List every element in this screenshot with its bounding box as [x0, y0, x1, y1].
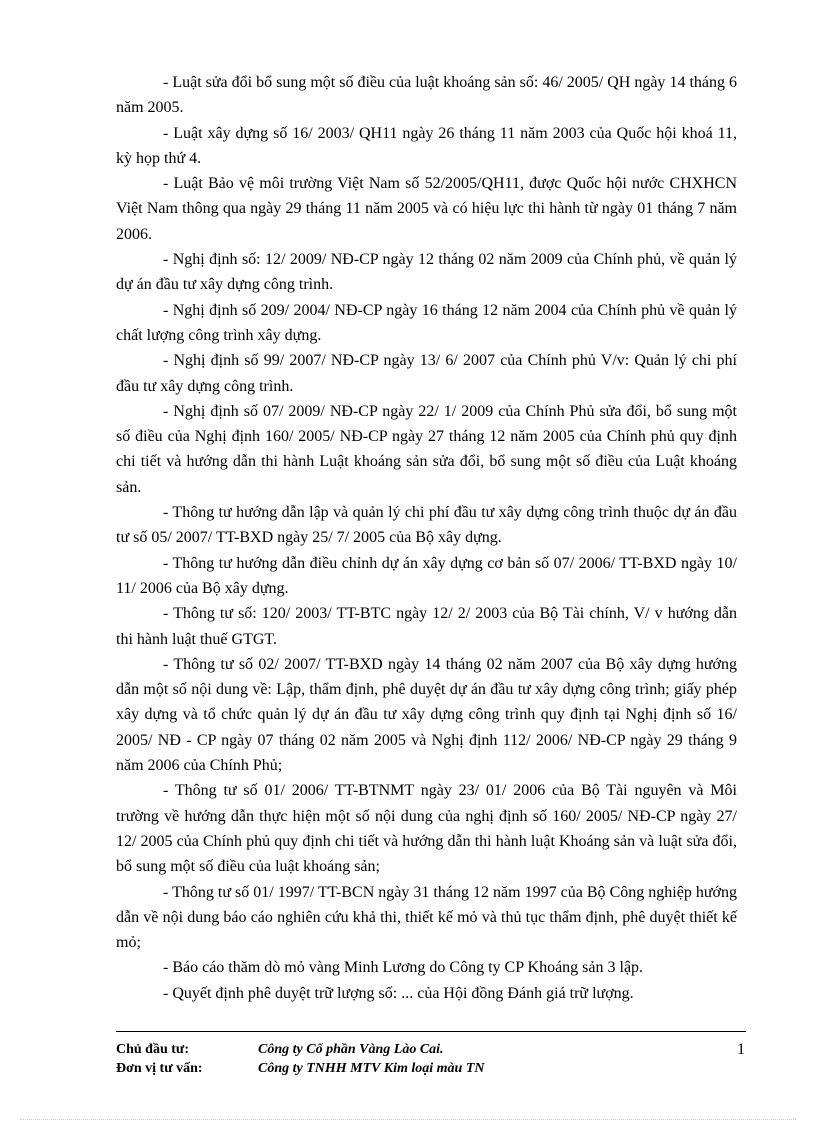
footer-consultant-row [116, 1059, 746, 1078]
paragraph: - Thông tư số 02/ 2007/ TT-BXD ngày 14 tháng 02 năm 2007 của Bộ xây dựng hướng dẫn một số nội dung về: Lập, thẩm định, phê duyệt dự án đầu tư xây dựng công trình; giấy phép xây dựng và tổ chức quản lý dự án đầu tư xây dựng công trình quy định tại Nghị định số 16/ 2005/ NĐ - CP ngày 07 tháng 02 năm 2005 và Nghị định 112/ 2006/ NĐ-CP ngày 29 tháng 9 năm 2006 của Chính Phủ; [116, 655, 737, 775]
paragraph: - Thông tư hướng dẫn điều chỉnh dự án xây dựng cơ bản số 07/ 2006/ TT-BXD ngày 10/ 11/ 2006 của Bộ xây dựng. [116, 554, 737, 597]
paragraph: - Nghị định số: 12/ 2009/ NĐ-CP ngày 12 tháng 02 năm 2009 của Chính phủ, về quản lý dự án đầu tư xây dựng công trình. [116, 251, 737, 294]
paragraph: - Luật Bảo vệ môi trường Việt Nam số 52/2005/QH11, được Quốc hội nước CHXHCN Việt Nam thông qua ngày 29 tháng 11 năm 2005 và có hiệu lực thi hành từ ngày 01 tháng 7 năm 2006. [116, 175, 737, 243]
page-number: 1 [737, 1041, 745, 1058]
paragraph: - Luật sửa đổi bổ sung một số điều của luật khoáng sản số: 46/ 2005/ QH ngày 14 tháng 6 năm 2005. [116, 74, 737, 117]
page-footer [116, 1040, 746, 1078]
paragraph: - Thông tư số 01/ 1997/ TT-BCN ngày 31 tháng 12 năm 1997 của Bộ Công nghiệp hướng dẫn về nội dung báo cáo nghiên cứu khả thi, thiết kế mỏ và thủ tục thẩm định, phê duyệt thiết kế mỏ; [116, 883, 737, 952]
consultant-label: Đơn vị tư vấn: [116, 1061, 203, 1076]
document-body [116, 70, 737, 1006]
owner-label: Chủ đầu tư: [116, 1042, 189, 1057]
paragraph: - Luật xây dựng số 16/ 2003/ QH11 ngày 26 tháng 11 năm 2003 của Quốc hội khoá 11, kỳ họp thứ 4. [116, 124, 737, 167]
paragraph: - Báo cáo thăm dò mỏ vàng Minh Lương do Công ty CP Khoáng sản 3 lập. [163, 959, 644, 977]
paragraph: - Thông tư số 01/ 2006/ TT-BTNMT ngày 23/ 01/ 2006 của Bộ Tài nguyên và Môi trường về hướng dẫn thực hiện một số nội dung của nghị định số 160/ 2005/ NĐ-CP ngày 27/ 12/ 2005 của Chính phủ quy định chi tiết và hướng dẫn thi hành luật Khoáng sản và luật sửa đổi, bổ sung một số điều của luật khoáng sản; [116, 782, 737, 876]
paragraph: - Thông tư hướng dẫn lập và quản lý chi phí đầu tư xây dựng công trình thuộc dự án đầu tư số 05/ 2007/ TT-BXD ngày 25/ 7/ 2005 của Bộ xây dựng. [116, 504, 737, 547]
paragraph: - Nghị định số 99/ 2007/ NĐ-CP ngày 13/ 6/ 2007 của Chính phủ V/v: Quản lý chi phí đầu tư xây dựng công trình. [116, 352, 737, 395]
paragraph: - Nghị định số 209/ 2004/ NĐ-CP ngày 16 tháng 12 năm 2004 của Chính phủ về quản lý chất lượng công trình xây dựng. [116, 301, 737, 344]
consultant-value: Công ty TNHH MTV Kim loại màu TN [258, 1061, 485, 1076]
page-bottom-border [20, 1119, 796, 1120]
paragraph: - Thông tư số: 120/ 2003/ TT-BTC ngày 12/ 2/ 2003 của Bộ Tài chính, V/ v hướng dẫn thi hành luật thuế GTGT. [116, 605, 737, 648]
paragraph: - Quyết định phê duyệt trữ lượng số: ... của Hội đồng Đánh giá trữ lượng. [163, 984, 634, 1002]
paragraph: - Nghị định số 07/ 2009/ NĐ-CP ngày 22/ 1/ 2009 của Chính Phủ sửa đổi, bổ sung một số điều của Nghị định 160/ 2005/ NĐ-CP ngày 27 tháng 12 năm 2005 của Chính phủ quy định chi tiết và hướng dẫn thi hành Luật khoáng sản sửa đổi, bổ sung một số điều của Luật khoáng sản. [116, 402, 737, 496]
owner-value: Công ty Cổ phần Vàng Lào Cai. [258, 1042, 444, 1057]
footer-owner-row [116, 1040, 746, 1059]
footer-divider [116, 1031, 746, 1032]
